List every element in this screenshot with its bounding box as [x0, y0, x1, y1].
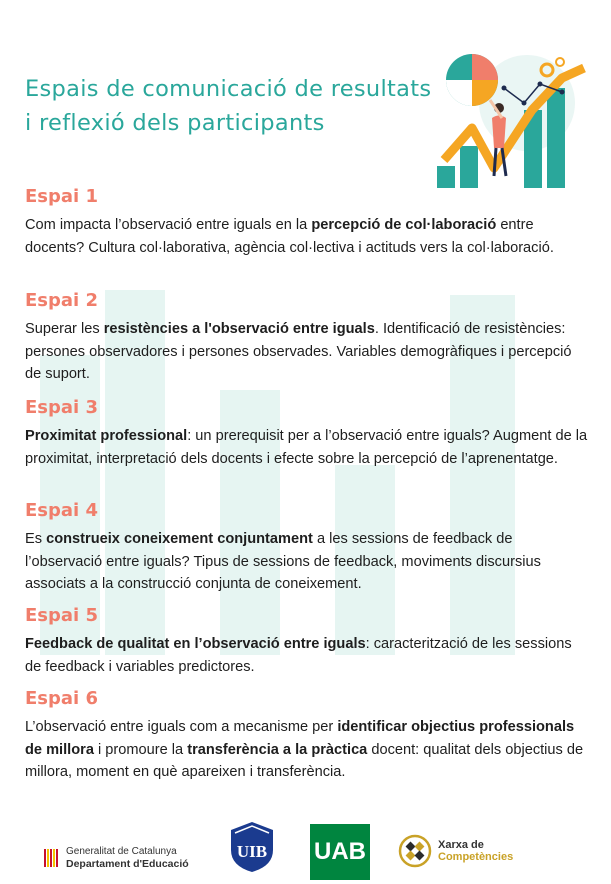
bold-run: Proximitat professional — [25, 428, 188, 444]
title-line-2: i reflexió dels participants — [25, 110, 325, 136]
page-title — [25, 72, 445, 140]
section-body — [25, 633, 590, 678]
text-run: entre docents? Cultura col·laborativa, agència col·lectiva i actituds vers la col·laboració. — [25, 217, 554, 256]
uab-logo — [310, 824, 370, 880]
bold-run: construeix coneixement conjuntament — [46, 531, 313, 547]
section-heading: Espai 4 — [25, 500, 99, 521]
text-run: : un prerequisit per a l’observació entre iguals? Augment de la proximitat, interpretació dels docents i efecte sobre la percepció de l’aprenentatge. — [25, 428, 588, 467]
section-espai-6 — [25, 688, 590, 784]
text-run: Superar les — [25, 321, 104, 337]
section-body — [25, 528, 590, 596]
title-line-1: Espais de comunicació de resultats — [25, 76, 432, 102]
xarxa-competencies-logo — [398, 834, 513, 868]
section-heading: Espai 1 — [25, 186, 99, 207]
text-run: Com impacta l’observació entre iguals en la — [25, 217, 312, 233]
section-heading: Espai 2 — [25, 290, 99, 311]
section-heading: Espai 3 — [25, 397, 99, 418]
section-body — [25, 318, 590, 386]
section-heading: Espai 6 — [25, 688, 99, 709]
text-run: Es — [25, 531, 47, 547]
chart-illustration — [432, 48, 592, 193]
generalitat-logo — [44, 846, 189, 870]
section-espai-5 — [25, 605, 590, 678]
bold-run: Feedback de qualitat en l’observació entre iguals — [25, 636, 366, 652]
bold-run: percepció de col·laboració — [311, 217, 497, 233]
section-body — [25, 214, 590, 259]
generalitat-name: Generalitat de Catalunya — [66, 846, 177, 857]
bold-run: identificar objectius professionals de millora — [25, 719, 575, 758]
generalitat-flag-icon — [44, 849, 58, 867]
xarxa-logo — [398, 834, 432, 868]
xarxa-line-1: Xarxa de — [438, 839, 484, 851]
uab-label: UAB — [314, 838, 366, 865]
bold-run: resistències a l'observació entre iguals — [103, 321, 375, 337]
text-run: docent: qualitat dels objectius de millora, moment en què apareixen i transferència. — [25, 741, 584, 780]
footer-logos — [0, 810, 611, 884]
section-espai-2 — [25, 290, 590, 386]
text-run: i promoure la — [93, 741, 188, 758]
text-run: a les sessions de feedback de l’observació entre iguals? Tipus de sessions de feedback, moviments discursius associats a la construcció conjunta de coneixement. — [25, 531, 541, 592]
uib-logo — [225, 820, 279, 874]
text-run: : caracterització de les sessions de feedback i variables predictores. — [25, 636, 572, 675]
section-espai-3 — [25, 397, 590, 470]
uib-label: UIB — [236, 842, 268, 861]
section-body — [25, 716, 590, 784]
bold-run: transferència a la pràctica — [187, 741, 368, 758]
text-run: . Identificació de resistències: persones observadores i persones observades. Variables demogràfiques i percepció de suport. — [25, 321, 572, 382]
section-heading: Espai 5 — [25, 605, 99, 626]
section-body — [25, 425, 590, 470]
department-name: Departament d'Educació — [66, 858, 189, 870]
text-run: L’observació entre iguals com a mecanisme per — [25, 719, 338, 735]
section-espai-4 — [25, 500, 590, 596]
xarxa-line-2: Competències — [438, 851, 514, 863]
section-espai-1 — [25, 186, 590, 259]
